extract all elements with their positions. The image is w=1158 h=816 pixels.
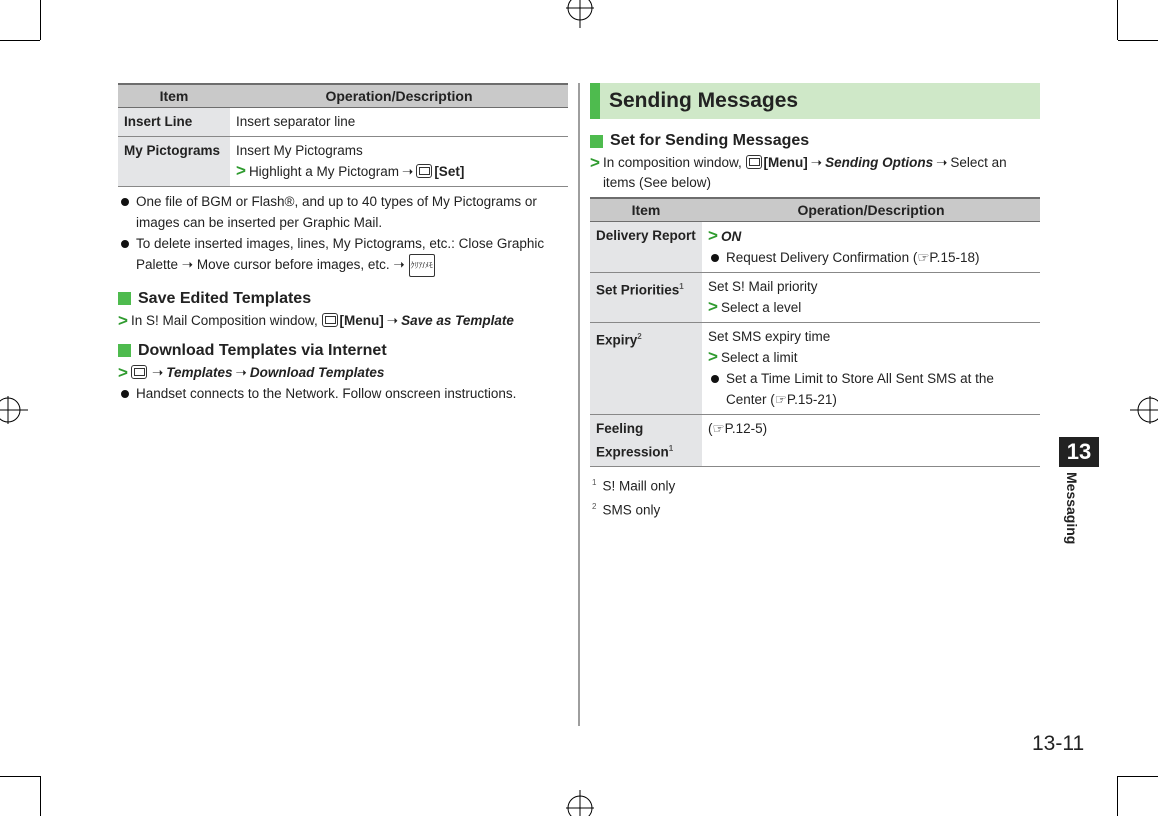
row-item: Insert Line xyxy=(118,107,230,136)
set-label: [Set] xyxy=(434,163,465,179)
notes-list xyxy=(708,368,1034,410)
list-item: Request Delivery Confirmation (☞P.15-18) xyxy=(708,247,1034,268)
heading-text: Save Edited Templates xyxy=(138,289,312,307)
notes-list xyxy=(708,247,1034,268)
crop-mark xyxy=(1117,0,1118,40)
crop-mark xyxy=(1118,40,1158,41)
row-step xyxy=(708,226,1034,247)
list-item: One file of BGM or Flash®, and up to 40 types of My Pictograms or images can be inserted per Graphic Mail. xyxy=(118,191,568,233)
page-number: 13-11 xyxy=(1032,732,1085,755)
mail-key-icon xyxy=(746,155,762,169)
mail-key-icon xyxy=(131,365,147,379)
table-row xyxy=(118,136,568,186)
section-heading xyxy=(590,129,1040,153)
footnote-mark: 1 xyxy=(592,478,597,487)
menu-option: Sending Options xyxy=(825,155,934,170)
footnotes xyxy=(590,473,1040,520)
row-item: Set Priorities xyxy=(596,282,680,297)
mail-key-icon xyxy=(416,164,432,178)
row-item-cell xyxy=(590,414,702,467)
footnote-mark: 1 xyxy=(679,281,684,291)
crop-mark xyxy=(0,40,40,41)
step-arrow-icon: > xyxy=(590,153,600,172)
row-item: Feeling Expression xyxy=(596,420,669,459)
menu-label: [Menu] xyxy=(763,155,808,170)
square-bullet-icon xyxy=(118,344,131,357)
registration-mark xyxy=(560,790,600,816)
step-text: Highlight a My Pictogram xyxy=(248,163,399,179)
registration-mark xyxy=(1130,390,1158,430)
heading-text: Download Templates via Internet xyxy=(138,341,387,359)
column-divider xyxy=(578,83,580,726)
table-header-item: Item xyxy=(118,84,230,107)
menu-option: Save as Template xyxy=(401,312,514,328)
step-arrow-icon: > xyxy=(118,362,128,382)
row-step xyxy=(708,297,1034,318)
step-text: Select a limit xyxy=(720,349,798,365)
section-heading xyxy=(118,287,568,311)
step-text: In S! Mail Composition window, xyxy=(130,312,318,328)
crop-mark xyxy=(40,0,41,40)
menu-option: Templates xyxy=(166,364,233,380)
step-arrow-icon: > xyxy=(708,296,718,316)
mail-key-icon xyxy=(322,313,338,327)
step-arrow-icon: > xyxy=(118,310,128,330)
step-arrow-icon: > xyxy=(708,346,718,366)
notes-list xyxy=(118,191,568,277)
menu-option: Download Templates xyxy=(249,364,385,380)
arrow-icon: ➝ xyxy=(386,312,399,328)
row-description: (☞P.12-5) xyxy=(702,414,1040,467)
notes-list xyxy=(118,383,568,404)
footnote-mark: 2 xyxy=(637,331,642,341)
table-row xyxy=(590,221,1040,272)
footnote-text: S! Maill only xyxy=(602,478,676,494)
crop-mark xyxy=(1118,776,1158,777)
arrow-icon: ➝ xyxy=(402,163,414,179)
row-item: Expiry xyxy=(596,332,638,347)
pictogram-options-table xyxy=(118,83,568,187)
step-text: In composition window, xyxy=(602,155,742,170)
arrow-icon: ➝ xyxy=(936,155,948,170)
arrow-icon: ➝ xyxy=(235,364,247,380)
row-item-cell xyxy=(590,322,702,414)
chapter-label: Messaging xyxy=(1064,472,1080,545)
registration-mark xyxy=(560,0,600,28)
step-text: Select a level xyxy=(720,299,802,315)
table-header-operation: Operation/Description xyxy=(702,198,1040,221)
square-bullet-icon xyxy=(590,135,603,148)
crop-mark xyxy=(40,776,41,816)
row-description: Set S! Mail priority xyxy=(708,278,818,294)
section-heading xyxy=(118,339,568,363)
table-header-item: Item xyxy=(590,198,702,221)
footnote xyxy=(590,497,1040,521)
procedure-step xyxy=(118,363,568,383)
square-bullet-icon xyxy=(118,292,131,305)
row-item: My Pictograms xyxy=(118,136,230,186)
row-description-cell xyxy=(702,322,1040,414)
row-item: Delivery Report xyxy=(590,221,702,272)
footnote xyxy=(590,473,1040,497)
table-row xyxy=(118,107,568,136)
row-description: Insert separator line xyxy=(230,107,568,136)
right-column xyxy=(590,83,1040,520)
footnote-text: SMS only xyxy=(602,502,661,517)
step-text: ON xyxy=(720,228,742,244)
footnote-mark: 2 xyxy=(592,501,597,511)
footnote-mark: 1 xyxy=(668,443,674,453)
step-arrow-icon: > xyxy=(708,225,718,245)
row-step xyxy=(708,347,1034,368)
list-item: Set a Time Limit to Store All Sent SMS at the Center (☞P.15-21) xyxy=(708,368,1034,410)
procedure-step xyxy=(590,153,1040,193)
table-row xyxy=(590,272,1040,322)
procedure-step xyxy=(118,311,568,331)
list-item-text: To delete inserted images, lines, My Pictograms, etc.: Close Graphic Palette ➝ Move cursor before images, etc. ➝ xyxy=(136,235,545,272)
crop-mark xyxy=(0,776,40,777)
clear-key-icon: ｸﾘｱ/ﾒﾓ xyxy=(409,254,435,277)
heading-text: Set for Sending Messages xyxy=(610,132,810,149)
table-row xyxy=(590,322,1040,414)
table-row xyxy=(590,414,1040,467)
step-text: Select an items (See below) xyxy=(602,155,1007,190)
row-description-cell xyxy=(230,136,568,186)
left-column xyxy=(118,83,568,404)
menu-label: [Menu] xyxy=(339,312,384,328)
crop-mark xyxy=(1117,776,1118,816)
list-item: Handset connects to the Network. Follow onscreen instructions. xyxy=(118,383,568,404)
arrow-icon: ➝ xyxy=(810,155,823,170)
list-item xyxy=(118,233,568,277)
sending-options-table xyxy=(590,197,1040,467)
table-header-operation: Operation/Description xyxy=(230,84,568,107)
row-description-cell xyxy=(702,221,1040,272)
row-item-cell xyxy=(590,272,702,322)
arrow-icon: ➝ xyxy=(151,364,164,380)
chapter-number: 13 xyxy=(1059,437,1099,467)
registration-mark xyxy=(0,390,28,430)
section-banner: Sending Messages xyxy=(590,83,1040,119)
row-description: Insert My Pictograms xyxy=(236,142,363,158)
row-description: Set SMS expiry time xyxy=(708,328,831,344)
row-step xyxy=(236,161,562,182)
row-description-cell xyxy=(702,272,1040,322)
step-arrow-icon: > xyxy=(236,160,246,180)
